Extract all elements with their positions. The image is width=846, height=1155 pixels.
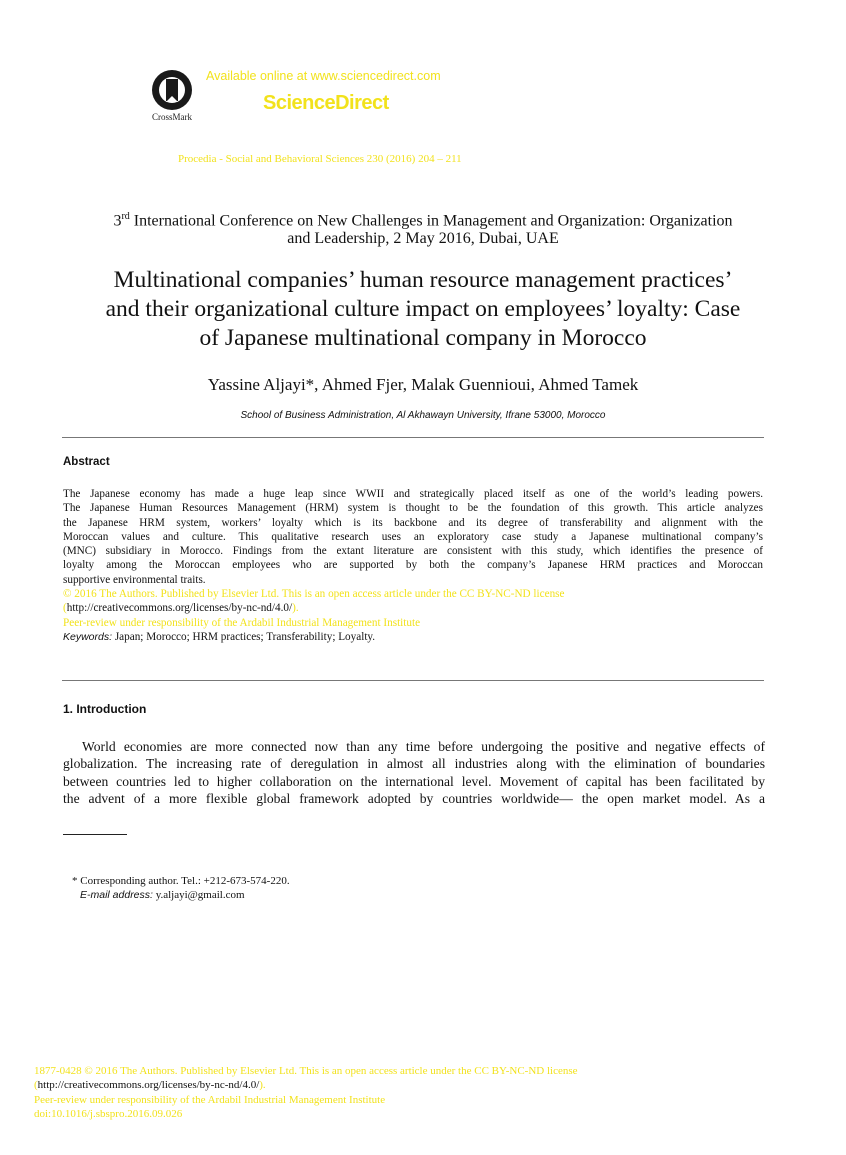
footnote: * Corresponding author. Tel.: +212-673-574-220. E-mail address: y.aljayi@gmail.com — [72, 875, 290, 901]
peer-review-text: Peer-review under responsibility of the Ardabil Industrial Management Institute — [63, 616, 421, 629]
keywords: Keywords: Japan; Morocco; HRM practices; Transferability; Loyalty. — [63, 630, 376, 643]
footer-peer-review: Peer-review under responsibility of the Ardabil Industrial Management Institute — [34, 1093, 386, 1106]
crossmark-label: CrossMark — [152, 112, 192, 122]
footnote-rule — [63, 834, 127, 835]
sciencedirect-logo[interactable]: ScienceDirect — [263, 92, 389, 114]
divider — [62, 437, 764, 438]
introduction-body: World economies are more connected now than any time before undergoing the positive and negative effects of globalization. The increasing rate of deregulation in almost all industries along with the elimination of boundaries between countries led to higher collaboration on the international level. Movement of capital has been facilitated by the advent of a more flexible global framework adopted by countries worldwide— the open market model. As a — [63, 739, 765, 806]
available-online-text[interactable]: Available online at www.sciencedirect.com — [206, 69, 441, 83]
license-link[interactable]: http://creativecommons.org/licenses/by-nc-nd/4.0/ — [66, 602, 293, 615]
divider — [62, 680, 764, 681]
page-footer: 1877-0428 © 2016 The Authors. Published by Elsevier Ltd. This is an open access article under the CC BY-NC-ND license (http://creativecommons.org/licenses/by-nc-nd/4.0/). Peer-review under responsibility of the Ardabil Industrial Management Institute doi:10.1016/j.sbspro.2016.09.026 — [34, 1065, 578, 1120]
footer-license-link[interactable]: http://creativecommons.org/licenses/by-nc-nd/4.0/ — [37, 1079, 260, 1092]
crossmark-icon — [152, 70, 192, 110]
footer-doi[interactable]: doi:10.1016/j.sbspro.2016.09.026 — [34, 1107, 183, 1120]
conference-line-1: 3rd International Conference on New Challenges in Management and Organization: Organization — [113, 211, 733, 230]
abstract-body: The Japanese economy has made a huge leap since WWII and strategically placed itself as one of the world’s leading powers. The Japanese Human Resources Management (HRM) system is thought to be the foundation of this growth. This article analyzes the Japanese HRM system, workers’ loyalty which is its backbone and its degree of transferability and alignment with the Moroccan values and culture. This qualitative research uses an exploratory case study a Japanese multinational company’s (MNC) subsidiary in Morocco. Findings from the extant literature are consistent with this study, which identifies the presence of loyalty among the Moroccan employees who are supported by both the company’s Japanese HRM practices and Moroccan supportive environmental traits. © 2016 The Authors. Published by Elsevier Ltd. This is an open access article under the CC BY-NC-ND license (http://creativecommons.org/licenses/by-nc-nd/4.0/). Peer-review under responsibility of the Ardabil Industrial Management Institute Keywords: Japan; Morocco; HRM practices; Transferability; Loyalty. — [63, 488, 763, 643]
section-heading-introduction: 1. Introduction — [63, 702, 147, 716]
conference-info — [40, 208, 806, 248]
journal-citation: Procedia - Social and Behavioral Sciences 230 (2016) 204 – 211 — [178, 153, 462, 165]
email-link[interactable]: y.aljayi@gmail.com — [152, 889, 245, 901]
conference-line-2: and Leadership, 2 May 2016, Dubai, UAE — [287, 230, 559, 248]
footer-issn: 1877-0428 © 2016 The Authors. Published by Elsevier Ltd. This is an open access article under the CC BY-NC-ND license — [34, 1065, 578, 1077]
authors: Yassine Aljayi*, Ahmed Fjer, Malak Guennioui, Ahmed Tamek — [207, 375, 639, 394]
crossmark-badge[interactable] — [150, 70, 194, 122]
abstract-heading: Abstract — [63, 456, 110, 468]
license-text: © 2016 The Authors. Published by Elsevier Ltd. This is an open access article under the CC BY-NC-ND license — [63, 588, 565, 601]
affiliation: School of Business Administration, Al Akhawayn University, Ifrane 53000, Morocco — [240, 410, 606, 421]
paper-title: Multinational companies’ human resource management practices’ and their organizational culture impact on employees’ loyalty: Case of Japanese multinational company in Morocco — [105, 267, 741, 351]
